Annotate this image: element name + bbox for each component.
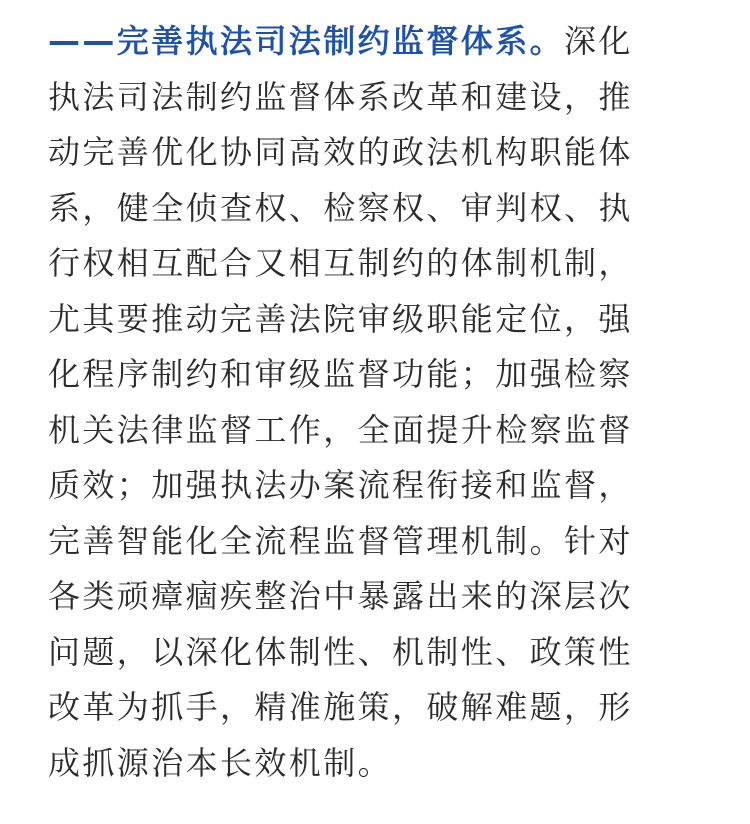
paragraph-line-11: 各类顽瘴痼疾整治中暴露出来的深层次 — [48, 577, 633, 615]
paragraph-line-7: 化程序制约和审级监督功能；加强检察 — [48, 355, 633, 393]
paragraph-line-5: 行权相互配合又相互制约的体制机制， — [48, 244, 633, 282]
paragraph-line-2: 执法司法制约监督体系改革和建设，推 — [48, 77, 633, 116]
paragraph-line-1 — [48, 14, 708, 70]
paragraph-line-3: 动完善优化协同高效的政法机构职能体 — [48, 133, 633, 171]
paragraph-line-10: 完善智能化全流程监督管理机制。针对 — [48, 521, 633, 560]
lead-heading: ——完善执法司法制约监督体系。 — [48, 22, 565, 60]
paragraph-line-4: 系，健全侦查权、检察权、审判权、执 — [48, 188, 633, 227]
paragraph-line-8: 机关法律监督工作，全面提升检察监督 — [48, 410, 633, 449]
paragraph-line-13: 改革为抓手，精准施策，破解难题，形 — [48, 688, 633, 726]
paragraph-line-9: 质效；加强执法办案流程衔接和监督， — [48, 466, 633, 504]
line-text: 深化 — [564, 22, 633, 60]
paragraph-line-14: 成抓源治本长效机制。 — [48, 743, 393, 782]
article-paragraph — [48, 14, 708, 791]
paragraph-line-6: 尤其要推动完善法院审级职能定位，强 — [48, 299, 633, 338]
paragraph-line-12: 问题，以深化体制性、机制性、政策性 — [48, 632, 633, 671]
